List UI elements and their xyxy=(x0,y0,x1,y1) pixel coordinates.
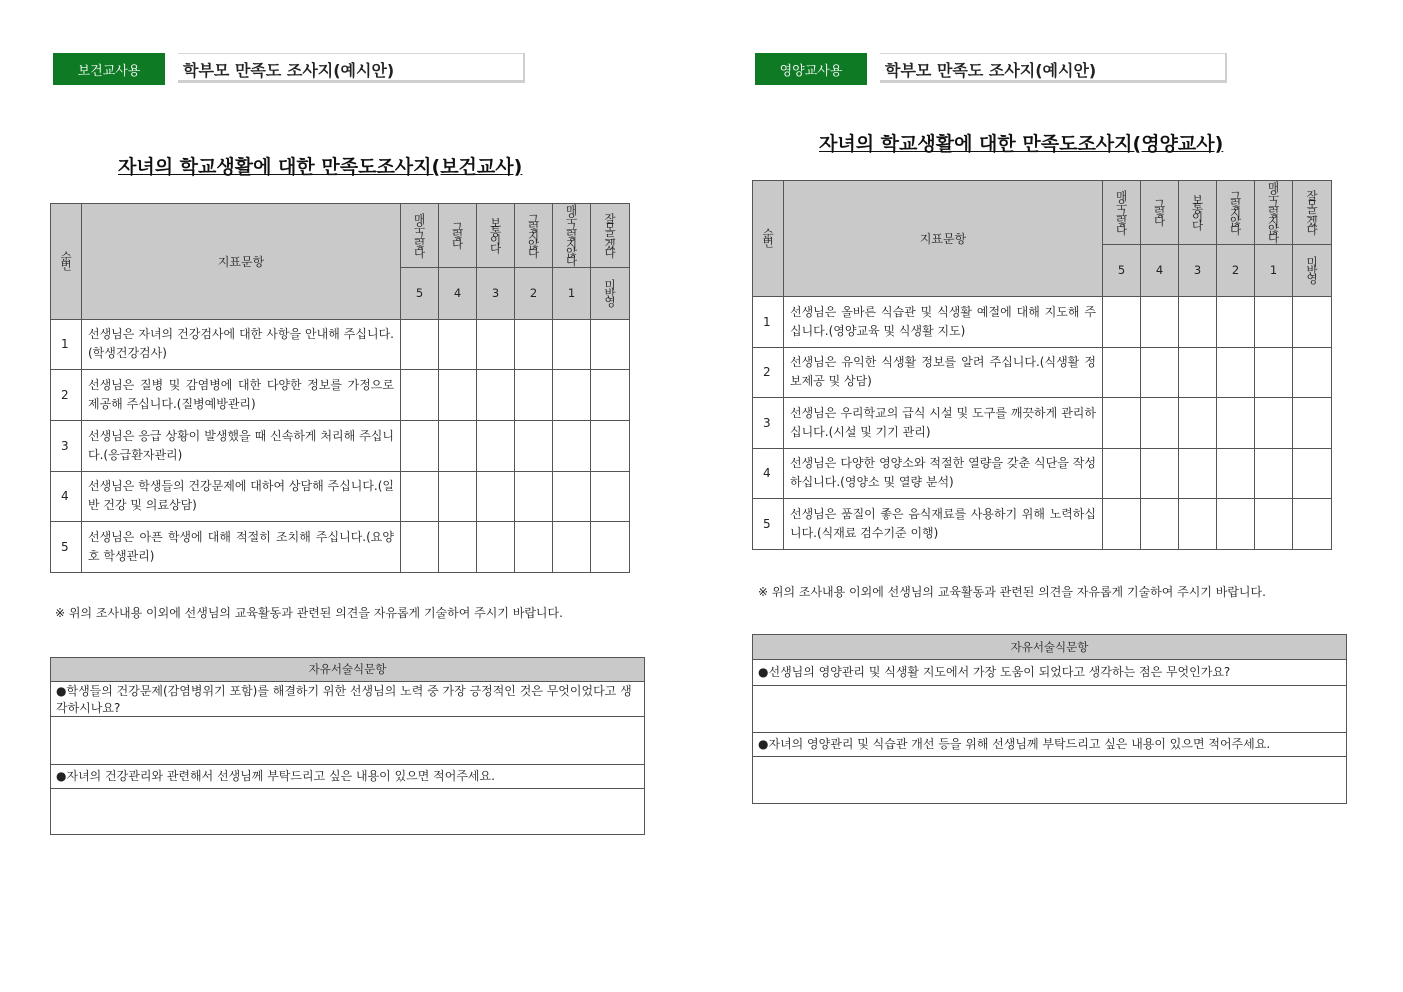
rating-cell[interactable] xyxy=(439,471,477,521)
free-response-box xyxy=(50,657,645,835)
free-answer-1[interactable] xyxy=(51,717,644,765)
scale-value-header: 5 xyxy=(1103,244,1141,296)
question-text: 선생님은 아픈 학생에 대해 적절히 조치해 주십니다.(요양호 학생관리) xyxy=(82,521,401,572)
scale-label-header: 잘모르겠다 xyxy=(591,204,630,268)
rating-cell[interactable] xyxy=(1217,397,1255,448)
table-row xyxy=(51,471,630,521)
rating-cell[interactable] xyxy=(1179,347,1217,397)
header-title: 학부모 만족도 조사지(예시안) xyxy=(183,61,395,80)
table-row xyxy=(51,319,630,369)
question-text: 선생님은 올바른 식습관 및 식생활 예절에 대해 지도해 주십니다.(영양교육 및 식생활 지도) xyxy=(784,296,1103,347)
scale-value-header: 미반영 xyxy=(591,267,630,319)
rating-cell[interactable] xyxy=(1179,498,1217,549)
rating-cell[interactable] xyxy=(477,420,515,471)
scale-value-header: 2 xyxy=(1217,244,1255,296)
rating-cell[interactable] xyxy=(1141,448,1179,498)
rating-cell[interactable] xyxy=(1255,448,1293,498)
rating-cell[interactable] xyxy=(553,420,591,471)
row-number: 4 xyxy=(753,448,784,498)
scale-value-header: 2 xyxy=(515,267,553,319)
rating-cell[interactable] xyxy=(515,521,553,572)
rating-cell[interactable] xyxy=(553,319,591,369)
rating-cell[interactable] xyxy=(1255,296,1293,347)
free-comment-note: ※ 위의 조사내용 이외에 선생님의 교육활동과 관련된 의견을 자유롭게 기술하여 주시기 바랍니다. xyxy=(55,606,563,620)
rating-cell[interactable] xyxy=(1179,296,1217,347)
scale-label-header: 매우그렇다 xyxy=(1103,181,1141,245)
rating-cell[interactable] xyxy=(477,521,515,572)
rating-cell[interactable] xyxy=(1141,296,1179,347)
form-header xyxy=(53,53,526,85)
rating-cell[interactable] xyxy=(515,369,553,420)
table-row xyxy=(51,521,630,572)
scale-label-header: 보통이다 xyxy=(1179,181,1217,245)
rating-cell[interactable] xyxy=(515,471,553,521)
rating-cell[interactable] xyxy=(1293,448,1332,498)
scale-value-header: 5 xyxy=(401,267,439,319)
rating-cell[interactable] xyxy=(401,471,439,521)
rating-cell[interactable] xyxy=(1179,397,1217,448)
question-text: 선생님은 유익한 식생활 정보를 알려 주십니다.(식생활 정보제공 및 상담) xyxy=(784,347,1103,397)
rating-cell[interactable] xyxy=(1217,448,1255,498)
row-number: 3 xyxy=(753,397,784,448)
table-row xyxy=(753,498,1332,549)
rating-cell[interactable] xyxy=(477,471,515,521)
row-number: 4 xyxy=(51,471,82,521)
rating-cell[interactable] xyxy=(1293,498,1332,549)
rating-cell[interactable] xyxy=(401,369,439,420)
row-number: 5 xyxy=(753,498,784,549)
col-indicator-header: 지표문항 xyxy=(784,181,1103,297)
question-text: 선생님은 우리학교의 급식 시설 및 도구를 깨끗하게 관리하십니다.(시설 및 기기 관리) xyxy=(784,397,1103,448)
rating-cell[interactable] xyxy=(591,471,630,521)
row-number: 3 xyxy=(51,420,82,471)
rating-cell[interactable] xyxy=(553,521,591,572)
rating-cell[interactable] xyxy=(1103,296,1141,347)
scale-value-header: 3 xyxy=(477,267,515,319)
free-answer-1[interactable] xyxy=(753,686,1346,733)
scale-label-header: 매우그렇다 xyxy=(401,204,439,268)
scale-value-header: 4 xyxy=(1141,244,1179,296)
row-number: 1 xyxy=(51,319,82,369)
rating-cell[interactable] xyxy=(591,420,630,471)
scale-label-header: 그렇다 xyxy=(439,204,477,268)
rating-cell[interactable] xyxy=(477,319,515,369)
scale-label-header: 잘모르겠다 xyxy=(1293,181,1332,245)
scale-label-header: 매우그렇지않다 xyxy=(1255,181,1293,245)
scale-value-header: 미반영 xyxy=(1293,244,1332,296)
table-row xyxy=(753,296,1332,347)
free-response-header: 자유서술식문항 xyxy=(753,635,1346,660)
rating-cell[interactable] xyxy=(1293,296,1332,347)
scale-label-header: 그렇지않다 xyxy=(515,204,553,268)
rating-cell[interactable] xyxy=(1141,397,1179,448)
rating-cell[interactable] xyxy=(439,369,477,420)
free-answer-2[interactable] xyxy=(753,757,1346,803)
question-text: 선생님은 품질이 좋은 음식재료를 사용하기 위해 노력하십니다.(식재료 검수기준 이행) xyxy=(784,498,1103,549)
rating-cell[interactable] xyxy=(401,420,439,471)
rating-cell[interactable] xyxy=(439,420,477,471)
rating-cell[interactable] xyxy=(591,521,630,572)
rating-cell[interactable] xyxy=(1103,448,1141,498)
table-row xyxy=(753,448,1332,498)
free-comment-note: ※ 위의 조사내용 이외에 선생님의 교육활동과 관련된 의견을 자유롭게 기술하여 주시기 바랍니다. xyxy=(758,585,1266,599)
scale-value-header: 1 xyxy=(1255,244,1293,296)
col-no-header: 순번 xyxy=(753,181,784,297)
survey-title: 자녀의 학교생활에 대한 만족도조사지(영양교사) xyxy=(819,133,1224,155)
question-text: 선생님은 응급 상황이 발생했을 때 신속하게 처리해 주십니다.(응급환자관리) xyxy=(82,420,401,471)
question-text: 선생님은 자녀의 건강검사에 대한 사항을 안내해 주십니다.(학생건강검사) xyxy=(82,319,401,369)
scale-value-header: 4 xyxy=(439,267,477,319)
row-number: 2 xyxy=(51,369,82,420)
scale-label-header: 그렇다 xyxy=(1141,181,1179,245)
free-response-header: 자유서술식문항 xyxy=(51,658,644,682)
rating-cell[interactable] xyxy=(1293,397,1332,448)
scale-value-header: 3 xyxy=(1179,244,1217,296)
scale-label-header: 매우그렇지않다 xyxy=(553,204,591,268)
form-type-badge: 영양교사용 xyxy=(755,53,867,85)
rating-cell[interactable] xyxy=(1103,347,1141,397)
rating-cell[interactable] xyxy=(1141,347,1179,397)
table-row xyxy=(753,347,1332,397)
row-number: 1 xyxy=(753,296,784,347)
rating-cell[interactable] xyxy=(591,369,630,420)
question-text: 선생님은 학생들의 건강문제에 대하여 상담해 주십니다.(일반 건강 및 의료상담) xyxy=(82,471,401,521)
rating-cell[interactable] xyxy=(439,521,477,572)
rating-cell[interactable] xyxy=(477,369,515,420)
rating-cell[interactable] xyxy=(553,369,591,420)
rating-cell[interactable] xyxy=(515,420,553,471)
rating-cell[interactable] xyxy=(591,319,630,369)
col-indicator-header: 지표문항 xyxy=(82,204,401,320)
free-answer-2[interactable] xyxy=(51,789,644,834)
header-title: 학부모 만족도 조사지(예시안) xyxy=(885,61,1097,80)
form-header xyxy=(755,53,1228,85)
rating-cell[interactable] xyxy=(1103,397,1141,448)
rating-cell[interactable] xyxy=(553,471,591,521)
rating-cell[interactable] xyxy=(1103,498,1141,549)
form-type-badge: 보건교사용 xyxy=(53,53,165,85)
free-question-1: ●선생님의 영양관리 및 식생활 지도에서 가장 도움이 되었다고 생각하는 점은 무엇인가요? xyxy=(753,660,1346,686)
col-no-header: 순번 xyxy=(51,204,82,320)
rating-cell[interactable] xyxy=(1255,347,1293,397)
free-question-2: ●자녀의 영양관리 및 식습관 개선 등을 위해 선생님께 부탁드리고 싶은 내용이 있으면 적어주세요. xyxy=(753,733,1346,757)
rating-cell[interactable] xyxy=(1179,448,1217,498)
row-number: 5 xyxy=(51,521,82,572)
free-question-2: ●자녀의 건강관리와 관련해서 선생님께 부탁드리고 싶은 내용이 있으면 적어주세요. xyxy=(51,765,644,789)
rating-cell[interactable] xyxy=(401,521,439,572)
rating-cell[interactable] xyxy=(1217,296,1255,347)
free-question-1: ●학생들의 건강문제(감염병위기 포함)를 해결하기 위한 선생님의 노력 중 가장 긍정적인 것은 무엇이었다고 생각하시나요? xyxy=(51,682,644,717)
rating-cell[interactable] xyxy=(439,319,477,369)
rating-cell[interactable] xyxy=(1255,498,1293,549)
rating-cell[interactable] xyxy=(515,319,553,369)
free-response-box xyxy=(752,634,1347,804)
survey-table xyxy=(50,203,630,573)
rating-cell[interactable] xyxy=(401,319,439,369)
rating-cell[interactable] xyxy=(1217,347,1255,397)
table-row xyxy=(51,420,630,471)
rating-cell[interactable] xyxy=(1141,498,1179,549)
row-number: 2 xyxy=(753,347,784,397)
question-text: 선생님은 질병 및 감염병에 대한 다양한 정보를 가정으로 제공해 주십니다.(질병예방관리) xyxy=(82,369,401,420)
rating-cell[interactable] xyxy=(1293,347,1332,397)
scale-value-header: 1 xyxy=(553,267,591,319)
question-text: 선생님은 다양한 영양소와 적절한 열량을 갖춘 식단을 작성하십니다.(영양소 및 열량 분석) xyxy=(784,448,1103,498)
rating-cell[interactable] xyxy=(1255,397,1293,448)
scale-label-header: 보통이다 xyxy=(477,204,515,268)
rating-cell[interactable] xyxy=(1217,498,1255,549)
table-row xyxy=(51,369,630,420)
survey-title: 자녀의 학교생활에 대한 만족도조사지(보건교사) xyxy=(118,156,523,178)
table-row xyxy=(753,397,1332,448)
survey-table xyxy=(752,180,1332,550)
scale-label-header: 그렇지않다 xyxy=(1217,181,1255,245)
